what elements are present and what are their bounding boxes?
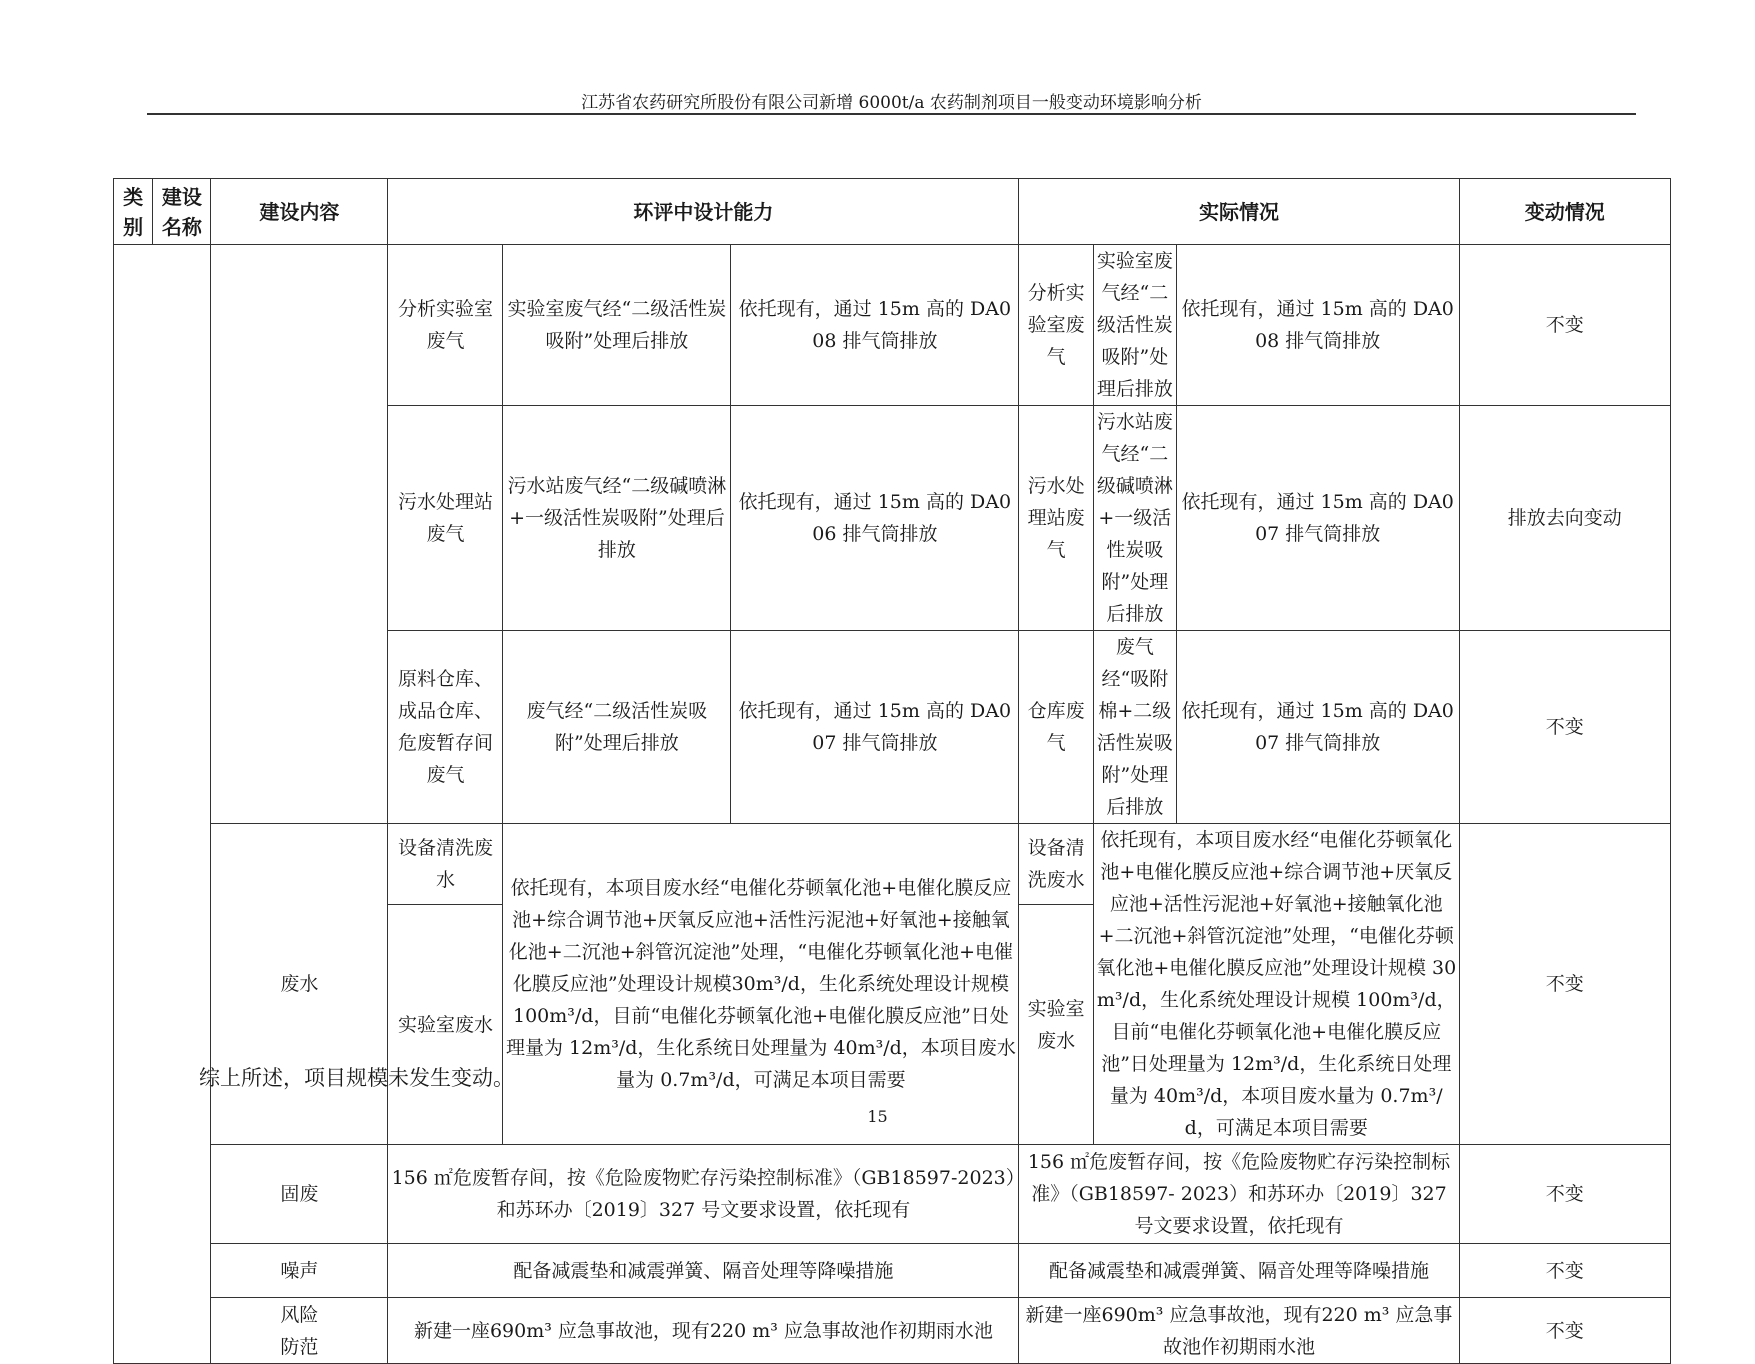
actual-noise: 配备减震垫和减震弹簧、隔音处理等降噪措施 [1019, 1244, 1459, 1298]
actual-outlet: 依托现有，通过 15m 高的 DA007 排气筒排放 [1176, 631, 1459, 824]
change-analysis-table [113, 178, 1671, 1364]
design-item: 实验室废水 [388, 905, 503, 1145]
merged-category-cell [114, 245, 211, 1364]
running-header: 江苏省农药研究所股份有限公司新增 6000t/a 农药制剂项目一般变动环境影响分析 [581, 93, 1202, 113]
table-row [114, 1145, 1671, 1244]
actual-item: 分析实验室废气 [1019, 245, 1094, 406]
design-item: 原料仓库、成品仓库、危废暂存间废气 [388, 631, 503, 824]
page-number: 15 [867, 1107, 888, 1126]
change-status: 不变 [1459, 1298, 1670, 1364]
exhaust-content-cell [211, 245, 388, 824]
design-item: 设备清洗废水 [388, 824, 503, 905]
change-status: 不变 [1459, 631, 1670, 824]
change-status: 不变 [1459, 824, 1670, 1145]
header-rule [147, 113, 1636, 115]
change-status: 排放去向变动 [1459, 406, 1670, 631]
table-row [114, 1244, 1671, 1298]
actual-item: 实验室废水 [1019, 905, 1094, 1145]
col-header-category: 类别 [114, 179, 153, 245]
table-row [114, 245, 1671, 406]
actual-treatment: 污水站废气经“二级碱喷淋+一级活性炭吸附”处理后排放 [1093, 406, 1176, 631]
actual-wastewater-text: 依托现有，本项目废水经“电催化芬顿氧化池+电催化膜反应池+综合调节池+厌氧反应池+活性污泥池+好氧池+接触氧化池+二沉池+斜管沉淀池”处理，“电催化芬顿氧化池+电催化膜反应池”处理设计规模 30m³/d，生化系统处理设计规模 100m³/d，目前“电催化芬顿氧化池+电催化膜反应池”日处理量为 12m³/d，生化系统日处理量为 40m³/d，本项目废水量为 0.7m³/d，可满足本项目需要 [1093, 824, 1459, 1145]
design-risk: 新建一座690m³ 应急事故池，现有220 m³ 应急事故池作初期雨水池 [388, 1298, 1019, 1364]
actual-item: 设备清洗废水 [1019, 824, 1094, 905]
actual-solid-waste: 156 ㎡危废暂存间，按《危险废物贮存污染控制标准》（GB18597- 2023）和苏环办〔2019〕327 号文要求设置，依托现有 [1019, 1145, 1459, 1244]
design-noise: 配备减震垫和减震弹簧、隔音处理等降噪措施 [388, 1244, 1019, 1298]
risk-label: 风险防范 [211, 1298, 388, 1364]
col-header-actual: 实际情况 [1019, 179, 1459, 245]
col-header-name: 建设名称 [153, 179, 211, 245]
wastewater-label: 废水 [211, 824, 388, 1145]
actual-outlet: 依托现有，通过 15m 高的 DA007 排气筒排放 [1176, 406, 1459, 631]
table-row [114, 824, 1671, 905]
design-treatment: 实验室废气经“二级活性炭吸附”处理后排放 [503, 245, 731, 406]
actual-item: 仓库废气 [1019, 631, 1094, 824]
design-outlet: 依托现有，通过 15m 高的 DA006 排气筒排放 [731, 406, 1019, 631]
actual-item: 污水处理站废气 [1019, 406, 1094, 631]
design-wastewater-text: 依托现有，本项目废水经“电催化芬顿氧化池+电催化膜反应池+综合调节池+厌氧反应池+活性污泥池+好氧池+接触氧化池+二沉池+斜管沉淀池”处理，“电催化芬顿氧化池+电催化膜反应池”处理设计规模30m³/d，生化系统处理设计规模 100m³/d，目前“电催化芬顿氧化池+电催化膜反应池”日处理量为 12m³/d，生化系统日处理量为 40m³/d，本项目废水量为 0.7m³/d，可满足本项目需要 [503, 824, 1019, 1145]
design-item: 污水处理站废气 [388, 406, 503, 631]
solid-waste-label: 固废 [211, 1145, 388, 1244]
table-row [114, 1298, 1671, 1364]
design-outlet: 依托现有，通过 15m 高的 DA007 排气筒排放 [731, 631, 1019, 824]
col-header-design: 环评中设计能力 [388, 179, 1019, 245]
change-status: 不变 [1459, 1244, 1670, 1298]
actual-treatment: 废气经“吸附棉+二级活性炭吸附”处理后排放 [1093, 631, 1176, 824]
design-outlet: 依托现有，通过 15m 高的 DA008 排气筒排放 [731, 245, 1019, 406]
col-header-change: 变动情况 [1459, 179, 1670, 245]
summary-text: 综上所述，项目规模未发生变动。 [199, 1066, 514, 1090]
change-status: 不变 [1459, 1145, 1670, 1244]
actual-outlet: 依托现有，通过 15m 高的 DA008 排气筒排放 [1176, 245, 1459, 406]
col-header-content: 建设内容 [211, 179, 388, 245]
design-treatment: 废气经“二级活性炭吸附”处理后排放 [503, 631, 731, 824]
actual-treatment: 实验室废气经“二级活性炭吸附”处理后排放 [1093, 245, 1176, 406]
change-status: 不变 [1459, 245, 1670, 406]
noise-label: 噪声 [211, 1244, 388, 1298]
design-item: 分析实验室废气 [388, 245, 503, 406]
design-treatment: 污水站废气经“二级碱喷淋+一级活性炭吸附”处理后排放 [503, 406, 731, 631]
actual-risk: 新建一座690m³ 应急事故池，现有220 m³ 应急事故池作初期雨水池 [1019, 1298, 1459, 1364]
design-solid-waste: 156 ㎡危废暂存间，按《危险废物贮存污染控制标准》（GB18597-2023）和苏环办〔2019〕327 号文要求设置，依托现有 [388, 1145, 1019, 1244]
